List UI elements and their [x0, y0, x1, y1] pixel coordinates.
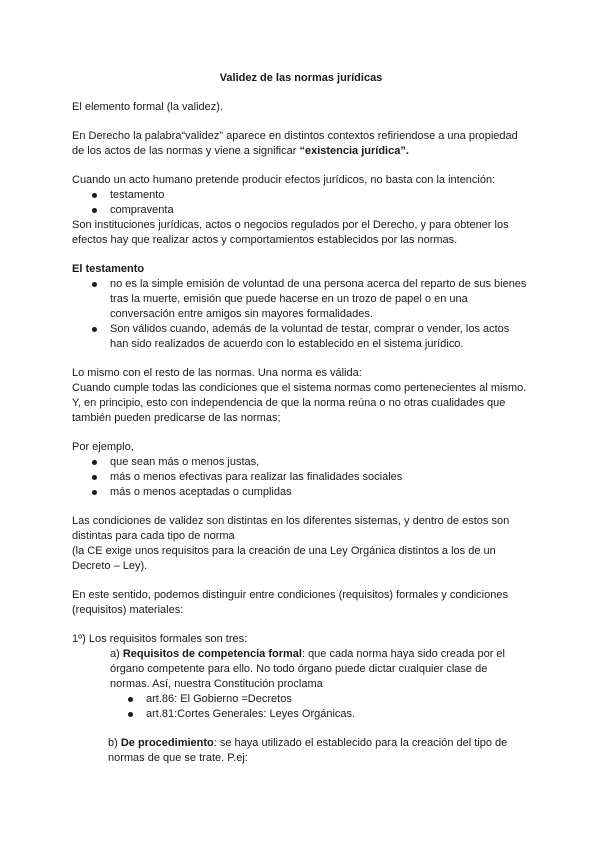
requisito-b	[72, 736, 530, 766]
document-title: Validez de las normas jurídicas	[219, 72, 383, 84]
paragraph-derecho	[72, 129, 530, 159]
document-body	[72, 71, 530, 766]
list-item: Son válidos cuando, además de la voluntad de testar, comprar o vender, los actos han sido realizados de acuerdo con lo establecido en el sistema jurídico.	[72, 322, 530, 352]
requisito-a	[72, 647, 530, 692]
requisito-b-bold: De procedimiento	[120, 737, 214, 749]
paragraph-condiciones: Las condiciones de validez son distintas en los diferentes sistemas, y dentro de estos son distintas para cada tipo de norma	[72, 515, 510, 542]
list-item: art.81:Cortes Generales: Leyes Orgánicas.	[72, 707, 530, 722]
requisito-a-bold: Requisitos de competencia formal	[122, 648, 302, 660]
list-actos	[72, 188, 530, 218]
requisito-a-text: : que cada norma haya sido creada por el órgano competente para ello. No todo órgano puede dictar cualquier clase de normas. Así, nuestra Constitución proclama	[110, 648, 505, 690]
paragraph-sentido: En este sentido, podemos distinguir entre condiciones (requisitos) formales y condiciones (requisitos) materiales:	[72, 589, 508, 616]
paragraph-cuando: Cuando un acto humano pretende producir efectos jurídicos, no basta con la intención:	[72, 174, 496, 186]
list-articulos	[72, 692, 530, 722]
requisito-b-text: : se haya utilizado el establecido para la creación del tipo de normas de que se trate. P.ej:	[108, 737, 508, 764]
paragraph-cumple: Cuando cumple todas las condiciones que el sistema normas como pertenecientes al mismo. Y, en principio, esto con independencia de que la norma reúna o no otras cualidades que también pueden predicarse de las normas;	[72, 382, 527, 424]
paragraph-ejemplo: Por ejemplo,	[72, 441, 134, 453]
list-item: compraventa	[72, 203, 530, 218]
list-item: más o menos efectivas para realizar las finalidades sociales	[72, 470, 530, 485]
paragraph-requisitos: 1º) Los requisitos formales son tres:	[72, 633, 248, 645]
requisito-a-prefix: a)	[110, 648, 123, 660]
paragraph-ce: (la CE exige unos requisitos para la creación de una Ley Orgánica distintos a los de un Decreto – Ley).	[72, 545, 496, 572]
requisito-b-prefix: b)	[108, 737, 121, 749]
heading-testamento-text: El testamento	[72, 263, 145, 275]
list-item: no es la simple emisión de voluntad de una persona acerca del reparto de sus bienes tras la muerte, emisión que puede hacerse en un trozo de papel o en una conversación entre amigos sin mayores formalidades.	[72, 277, 530, 322]
heading-testamento	[72, 262, 530, 277]
list-item: que sean más o menos justas,	[72, 455, 530, 470]
paragraph-elemento: El elemento formal (la validez).	[72, 101, 224, 113]
list-item: testamento	[72, 188, 530, 203]
list-item: más o menos aceptadas o cumplidas	[72, 485, 530, 500]
list-testamento	[72, 277, 530, 352]
paragraph-derecho-text: En Derecho la palabra“validez” aparece en distintos contextos refiriendose a una propiedad de los actos de las normas y viene a significar	[72, 130, 518, 157]
paragraph-derecho-bold: “existencia jurídica”.	[299, 145, 409, 157]
paragraph-instituciones: Son instituciones jurídicas, actos o negocios regulados por el Derecho, y para obtener los efectos hay que realizar actos y comportamientos establecidos por las normas.	[72, 219, 509, 246]
paragraph-mismo: Lo mismo con el resto de las normas. Una norma es válida:	[72, 367, 362, 379]
list-item: art.86: El Gobierno =Decretos	[72, 692, 530, 707]
list-ejemplo	[72, 455, 530, 500]
